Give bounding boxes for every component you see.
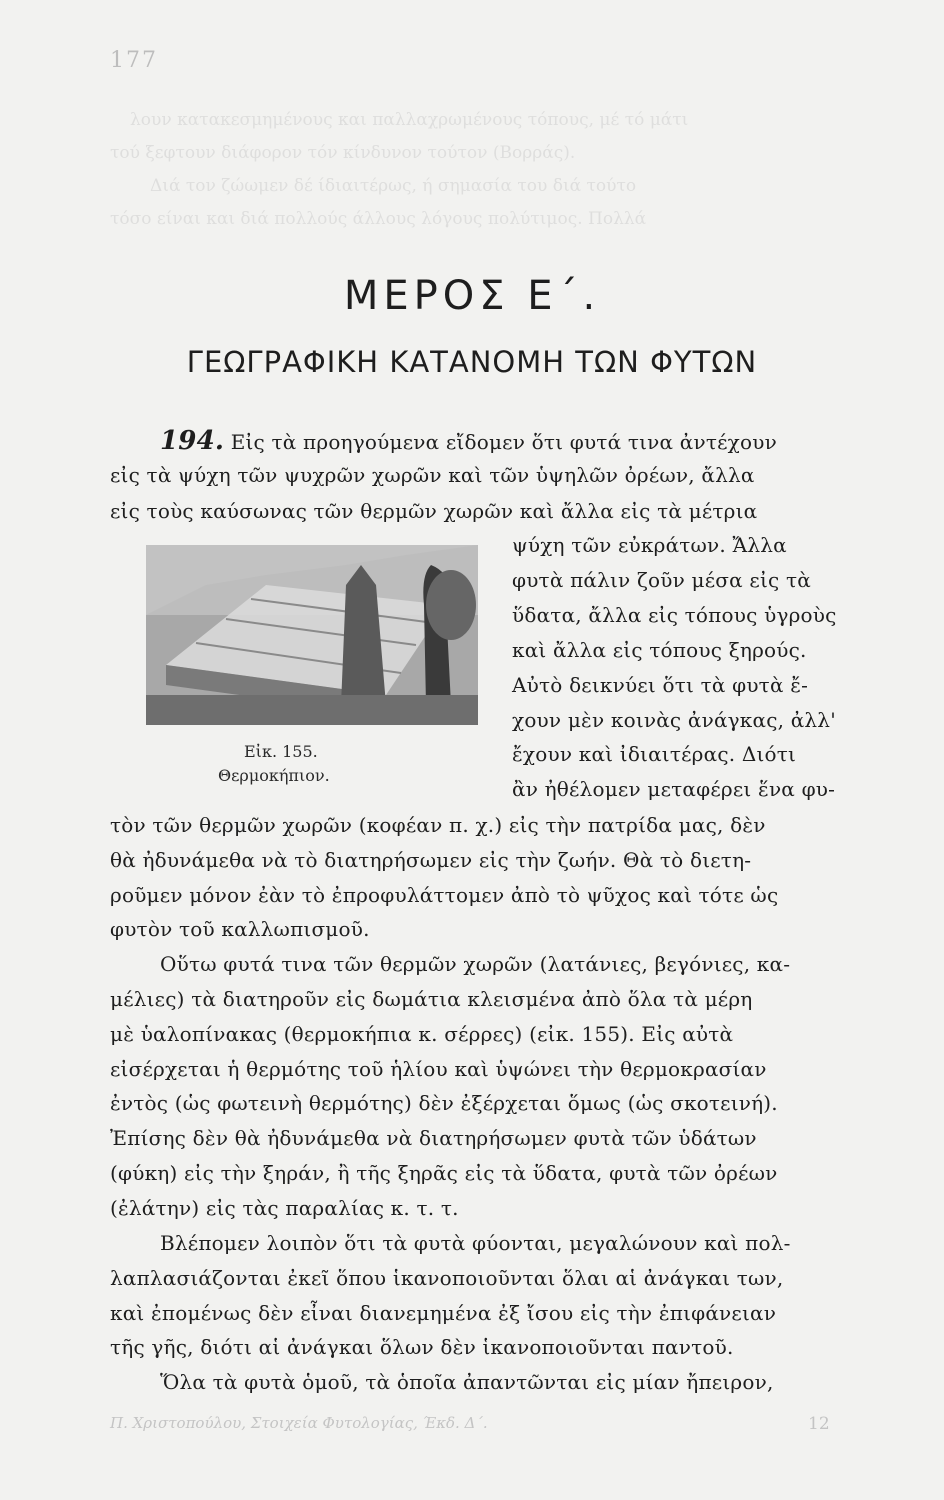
section-title: ΓΕΩΓΡΑΦΙΚΗ ΚΑΤΑΝΟΜΗ ΤΩΝ ΦΥΤΩΝ [186,345,758,379]
text-line: ροῦμεν μόνον ἐὰν τὸ ἐπροφυλάττομεν ἀπὸ τὸ ψῦχος καὶ τότε ὡς [110,883,779,907]
text-line: ὕδατα, ἄλλα εἰς τόπους ὑγροὺς [512,603,837,627]
text-line [160,426,777,456]
text-line: εἰσέρχεται ἡ θερμότης τοῦ ἡλίου καὶ ὑψώνει τὴν θερμοκρασίαν [110,1057,767,1081]
text-line: ἂν ἠθέλομεν μεταφέρει ἕνα φυ- [512,777,836,801]
text-line: χουν μὲν κοινὰς ἀνάγκας, ἀλλ' [512,708,836,732]
figure-label: Εἰκ. 155. [244,742,318,761]
text-line: Οὕτω φυτά τινα τῶν θερμῶν χωρῶν (λατάνιες, βεγόνιες, κα- [160,952,791,976]
text-line: μὲ ὑαλοπίνακας (θερμοκήπια κ. σέρρες) (εἰκ. 155). Εἰς αὐτὰ [110,1022,734,1046]
footnote: Π. Χριστοπούλου, Στοιχεία Φυτολογίας, Έκδ. Δ΄. [110,1414,488,1432]
text-line: λαπλασιάζονται ἐκεῖ ὅπου ἱκανοποιοῦνται ὅλαι αἱ ἀνάγκαι των, [110,1266,784,1290]
text-line: ἔχουν καὶ ἰδιαιτέρας. Διότι [512,742,797,766]
figure-caption: Θερμοκήπιον. [218,766,330,785]
text-line: φυτὸν τοῦ καλλωπισμοῦ. [110,917,370,941]
text-line: (ἐλάτην) εἰς τὰς παραλίας κ. τ. τ. [110,1196,459,1220]
text-line: ἐντὸς (ὡς φωτεινὴ θερμότης) δὲν ἐξέρχεται ὅμως (ὡς σκοτεινή). [110,1091,778,1115]
bleed-through-line: λουν κατακεσμημένους και παλλαχρωμένους τόπους, μέ τό μάτι [130,110,689,130]
paragraph-number: 194. [160,426,225,456]
bleed-through-line: Διά τον ζώωμεν δέ ίδιαιτέρως, ή σημασία του διά τούτο [150,176,637,196]
text-line: Αὐτὸ δεικνύει ὅτι τὰ φυτὰ ἔ- [512,673,809,697]
text-line: εἰς τοὺς καύσωνας τῶν θερμῶν χωρῶν καὶ ἄλλα εἰς τὰ μέτρια [110,499,758,523]
greenhouse-photo [146,545,478,725]
text-line: Ἐπίσης δὲν θὰ ἠδυνάμεθα νὰ διατηρήσωμεν φυτὰ τῶν ὑδάτων [110,1126,757,1150]
text-line: τῆς γῆς, διότι αἱ ἀνάγκαι ὅλων δὲν ἱκανοποιοῦνται παντοῦ. [110,1335,734,1359]
text-line: (φύκη) εἰς τὴν ξηράν, ἢ τῆς ξηρᾶς εἰς τὰ ὕδατα, φυτὰ τῶν ὀρέων [110,1161,778,1185]
signature-mark: 12 [808,1414,830,1434]
bleed-through-line: τόσο είναι και διά πολλούς άλλους λόγους πολύτιμος. Πολλά [110,209,647,229]
text-line: Ὅλα τὰ φυτὰ ὁμοῦ, τὰ ὁποῖα ἀπαντῶνται εἰς μίαν ἤπειρον, [160,1370,774,1394]
text-line-content: Εἰς τὰ προηγούμενα εἴδομεν ὅτι φυτά τινα ἀντέχουν [230,430,777,454]
part-title: ΜΕΡΟΣ Ε΄. [343,273,601,319]
text-line: εἰς τὰ ψύχη τῶν ψυχρῶν χωρῶν καὶ τῶν ὑψηλῶν ὀρέων, ἄλλα [110,463,755,487]
text-line: καὶ ἄλλα εἰς τόπους ξηρούς. [512,638,807,662]
bleed-through-line: τού ξεφτουν διάφορον τόν κίνδυνον τούτον (Βορράς). [110,143,576,163]
text-line: τὸν τῶν θερμῶν χωρῶν (κοφέαν π. χ.) εἰς τὴν πατρίδα μας, δὲν [110,813,766,837]
text-line: μέλιες) τὰ διατηροῦν εἰς δωμάτια κλεισμένα ἀπὸ ὅλα τὰ μέρη [110,987,753,1011]
greenhouse-illustration [146,545,478,725]
text-line: φυτὰ πάλιν ζοῦν μέσα εἰς τὰ [512,568,811,592]
text-line: ψύχη τῶν εὐκράτων. Ἄλλα [512,533,787,557]
text-line: θὰ ἠδυνάμεθα νὰ τὸ διατηρήσωμεν εἰς τὴν ζωήν. Θὰ τὸ διετη- [110,848,752,872]
page-number: 177 [110,48,158,73]
text-line: καὶ ἐπομένως δὲν εἶναι διανεμημένα ἐξ ἴσου εἰς τὴν ἐπιφάνειαν [110,1301,777,1325]
text-line: Βλέπομεν λοιπὸν ὅτι τὰ φυτὰ φύονται, μεγαλώνουν καὶ πολ- [160,1231,791,1255]
